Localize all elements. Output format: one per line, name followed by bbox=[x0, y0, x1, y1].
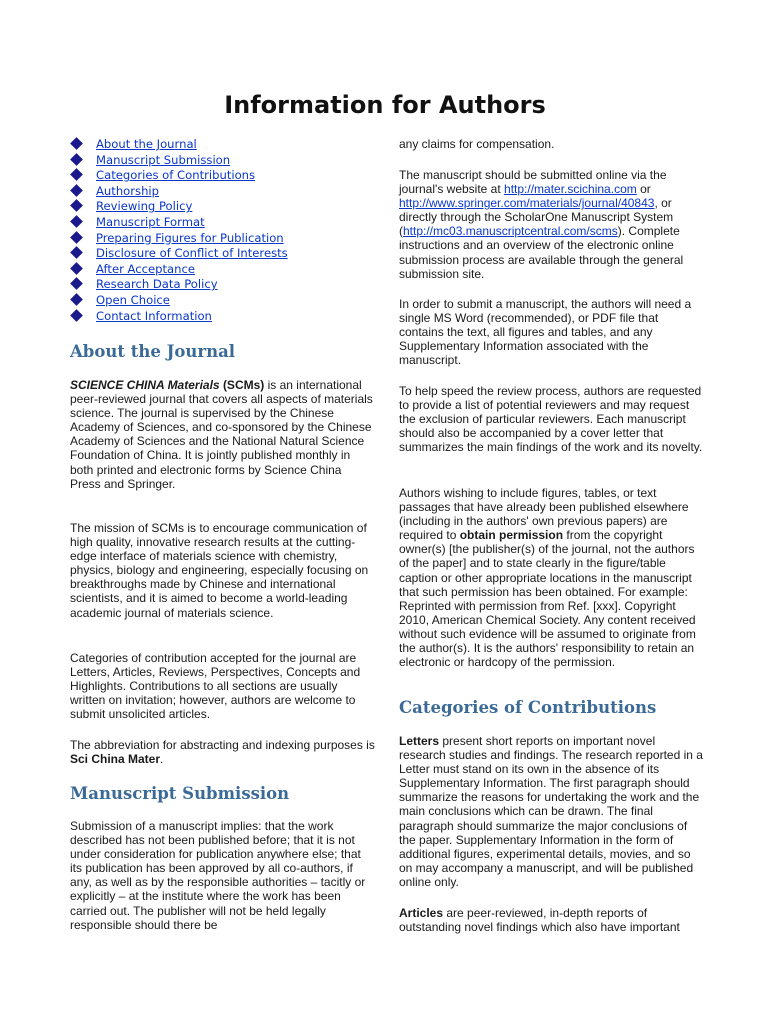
toc-link-conflict-of-interests[interactable]: Disclosure of Conflict of Interests bbox=[96, 246, 288, 261]
page-title: Information for Authors bbox=[224, 91, 546, 119]
toc-item[interactable] bbox=[70, 184, 288, 200]
toc-item[interactable] bbox=[70, 277, 288, 293]
toc-link-manuscript-submission[interactable]: Manuscript Submission bbox=[96, 152, 231, 167]
submission-paragraph-1-continued: any claims for compensation. bbox=[399, 137, 555, 151]
toc-item[interactable] bbox=[70, 215, 288, 231]
about-paragraph-1-text: is an international peer-reviewed journal that covers all aspects of materials science. The journal is supervised by the Chinese Academy of Sciences, and co-sponsored by the Chinese Academy of Sciences and the National Natural Science Foundation of China. It is jointly published monthly in both printed and electronic forms by Science China Press and Springer. bbox=[70, 378, 373, 491]
obtain-permission-emphasis: obtain permission bbox=[459, 528, 564, 543]
submission-paragraph-5-text-a: Authors wishing to include figures, tables, or text passages that have already been published elsewhere (including in the authors' own previous papers) are required to bbox=[399, 486, 689, 543]
diamond-bullet-icon bbox=[70, 137, 83, 150]
diamond-bullet-icon bbox=[70, 231, 83, 244]
diamond-bullet-icon bbox=[70, 215, 83, 228]
articles-paragraph bbox=[399, 906, 704, 934]
toc-link-authorship[interactable]: Authorship bbox=[96, 183, 160, 198]
diamond-bullet-icon bbox=[70, 153, 83, 166]
toc-item[interactable] bbox=[70, 231, 288, 247]
about-paragraph-4 bbox=[70, 738, 375, 766]
toc-link-preparing-figures[interactable]: Preparing Figures for Publication bbox=[96, 230, 284, 245]
journal-abbreviation: (SCMs) bbox=[222, 378, 265, 392]
about-paragraph-1 bbox=[70, 378, 375, 491]
about-paragraph-4-text: The abbreviation for abstracting and indexing purposes is bbox=[70, 738, 375, 752]
articles-label: Articles bbox=[399, 906, 444, 920]
toc-item[interactable] bbox=[70, 168, 288, 184]
letters-paragraph bbox=[399, 734, 704, 889]
submission-paragraph-4: To help speed the review process, authors are requested to provide a list of potential reviewers and may request the exclusion of particular reviewers. Each manuscript should also be accompanied by a cover letter that summarizes the main findings of the work and its novelty. bbox=[399, 384, 703, 455]
submission-paragraph-2 bbox=[399, 168, 704, 281]
toc-item[interactable] bbox=[70, 199, 288, 215]
diamond-bullet-icon bbox=[70, 246, 83, 259]
toc-item[interactable] bbox=[70, 262, 288, 278]
table-of-contents bbox=[70, 137, 288, 324]
toc-link-open-choice[interactable]: Open Choice bbox=[96, 292, 170, 307]
diamond-bullet-icon bbox=[70, 262, 83, 275]
toc-item[interactable] bbox=[70, 309, 288, 325]
about-paragraph-3: Categories of contribution accepted for the journal are Letters, Articles, Reviews, Perspectives, Concepts and Highlights. Contributions to all sections are usually written on invitation; however, authors are welcome to submit unsolicited articles. bbox=[70, 651, 361, 722]
toc-link-reviewing-policy[interactable]: Reviewing Policy bbox=[96, 199, 193, 214]
link-manuscriptcentral[interactable]: http://mc03.manuscriptcentral.com/scms bbox=[403, 224, 618, 239]
diamond-bullet-icon bbox=[70, 277, 83, 290]
toc-link-contact-information[interactable]: Contact Information bbox=[96, 308, 212, 323]
submission-paragraph-2-text-d: ). Complete instructions and an overview of the electronic online submission process are available through the general submission site. bbox=[399, 224, 684, 281]
toc-link-after-acceptance[interactable]: After Acceptance bbox=[96, 261, 195, 276]
articles-text: are peer-reviewed, in-depth reports of outstanding novel findings which also have important bbox=[399, 906, 680, 935]
about-paragraph-4-end: . bbox=[160, 752, 164, 767]
link-springer-journal[interactable]: http://www.springer.com/materials/journal/40843 bbox=[399, 196, 655, 211]
submission-paragraph-2-text-b: or bbox=[636, 182, 651, 197]
diamond-bullet-icon bbox=[70, 293, 83, 306]
submission-paragraph-3: In order to submit a manuscript, the authors will need a single MS Word (recommended), or PDF file that contains the text, all figures and tables, and any Supplementary Information associated with the manuscript. bbox=[399, 297, 692, 368]
submission-paragraph-5-text-b: from the copyright owner(s) [the publisher(s) of the journal, not the authors of the paper] and to state clearly in the figure/table caption or other appropriate locations in the manuscript that such permission has been obtained. For example: Reprinted with permission from Ref. [xxx]. Copyright 2010, American Chemical Society. Any content received without such evidence will be assumed to originate from the author(s). It is the authors' responsibility to retain an electronic or hardcopy of the permission. bbox=[399, 528, 696, 670]
toc-link-about-the-journal[interactable]: About the Journal bbox=[96, 137, 197, 151]
diamond-bullet-icon bbox=[70, 168, 83, 181]
section-heading-about: About the Journal bbox=[70, 342, 236, 361]
toc-item[interactable] bbox=[70, 246, 288, 262]
toc-link-categories-of-contributions[interactable]: Categories of Contributions bbox=[96, 168, 256, 183]
toc-link-research-data-policy[interactable]: Research Data Policy bbox=[96, 277, 218, 292]
section-heading-categories: Categories of Contributions bbox=[399, 698, 657, 717]
journal-name: SCIENCE CHINA Materials bbox=[70, 378, 220, 392]
letters-label: Letters bbox=[399, 734, 440, 748]
abbreviation-label: Sci China Mater bbox=[70, 752, 161, 767]
diamond-bullet-icon bbox=[70, 200, 83, 213]
submission-paragraph-1: Submission of a manuscript implies: that the work described has not been published before; that it is not under consideration for publication anywhere else; that its publication has been approved by all co-authors, if any, as well as by the responsible authorities – tacitly or explicitly – at the institute where the work has been carried out. The publisher will not be held legally responsible should there be bbox=[70, 819, 366, 932]
toc-item[interactable] bbox=[70, 153, 288, 169]
submission-paragraph-5 bbox=[399, 486, 704, 669]
diamond-bullet-icon bbox=[70, 309, 83, 322]
submission-paragraph-2-text-c: , or directly through the ScholarOne Manuscript System ( bbox=[399, 196, 674, 239]
toc-item[interactable] bbox=[70, 137, 288, 153]
diamond-bullet-icon bbox=[70, 184, 83, 197]
submission-paragraph-2-text-a: The manuscript should be submitted online via the journal's website at bbox=[399, 168, 667, 197]
letters-text: present short reports on important novel research studies and findings. The research reported in a Letter must stand on its own in the absence of its Supplementary Information. The first paragraph should summarize the reasons for undertaking the work and the main conclusions which can be drawn. The final paragraph should summarize the major conclusions of the paper. Supplementary Information in the form of additional figures, experimental details, movies, and so on may accompany a manuscript, and will be published online only. bbox=[399, 734, 703, 889]
toc-link-manuscript-format[interactable]: Manuscript Format bbox=[96, 214, 205, 229]
section-heading-submission: Manuscript Submission bbox=[70, 784, 290, 803]
about-paragraph-2: The mission of SCMs is to encourage communication of high quality, innovative research results at the cutting-edge interface of materials science with chemistry, physics, biology and engineering, especially focusing on breakthroughs made by Chinese and international scientists, and it is aimed to become a world-leading academic journal of materials science. bbox=[70, 521, 369, 620]
toc-item[interactable] bbox=[70, 293, 288, 309]
link-mater-scichina[interactable]: http://mater.scichina.com bbox=[504, 182, 637, 197]
